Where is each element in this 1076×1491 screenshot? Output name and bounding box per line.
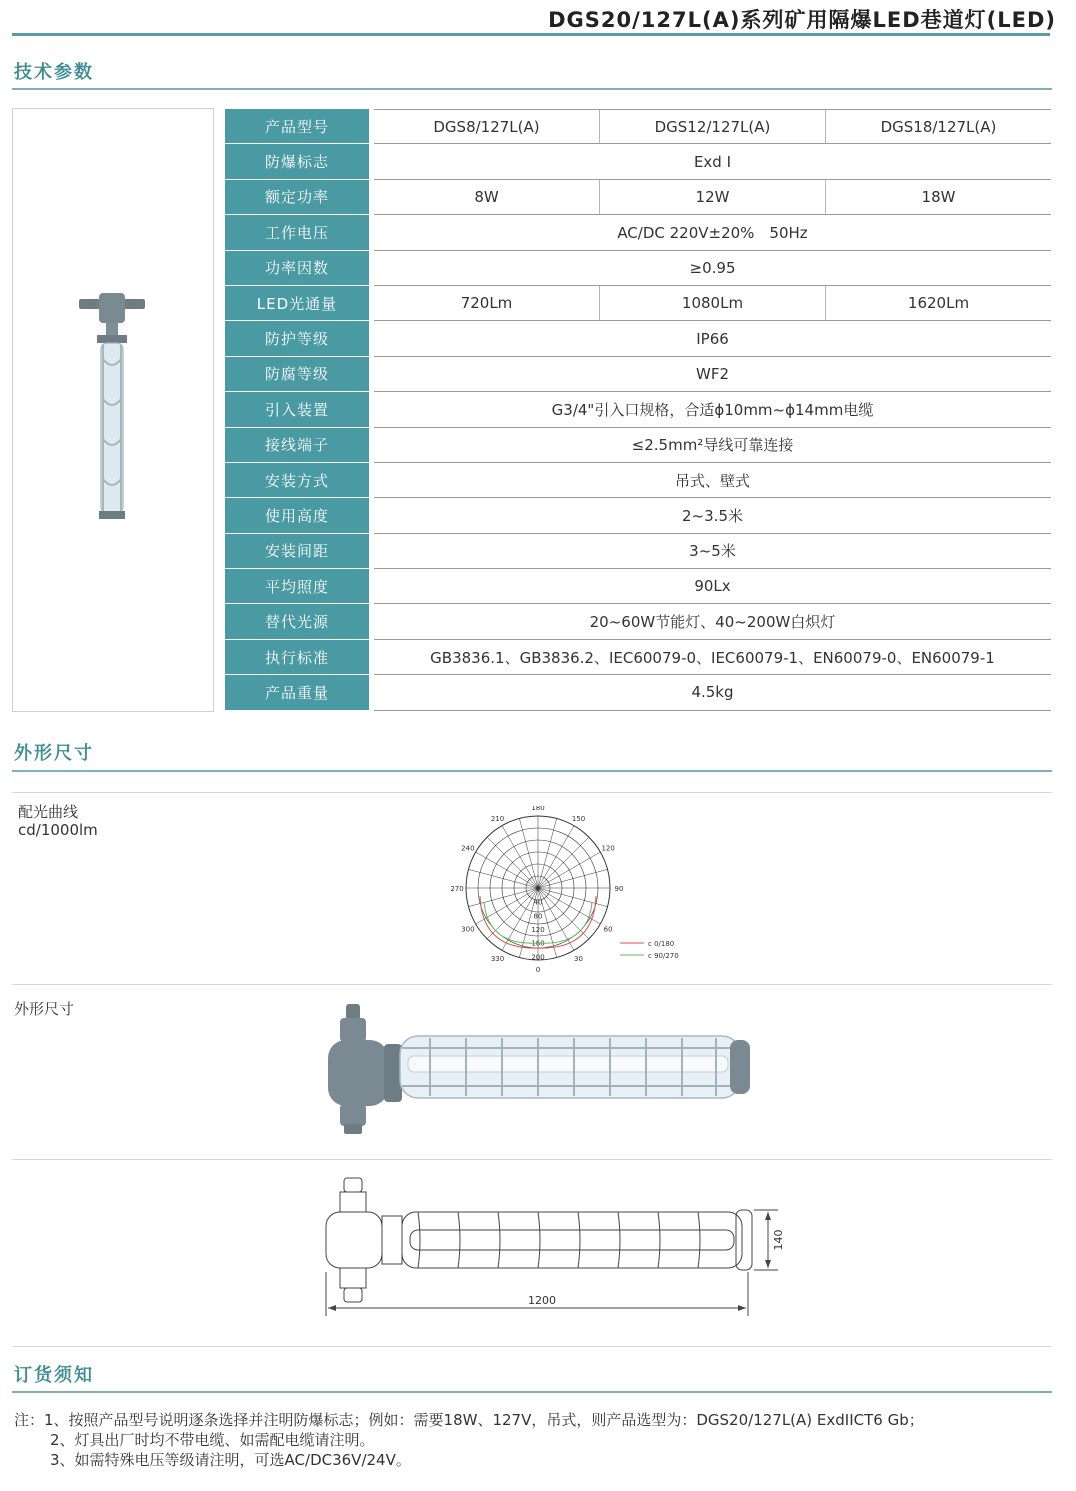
polar-angle-label: 60 [603,925,613,934]
product-photo-box [12,108,214,712]
polar-angle-label: 120 [601,844,615,853]
spec-values [374,357,1051,392]
spec-row [225,675,1051,710]
legend-label: c 0/180 [648,940,675,948]
spec-row [225,463,1051,498]
spec-cell: WF2 [695,364,729,383]
spec-label: 产品型号 [225,109,369,144]
spec-cell: 12W [600,180,826,214]
spec-cell: 1620Lm [907,294,970,313]
spec-row [225,251,1051,286]
polar-angle-label: 330 [490,955,505,964]
polar-angle-label: 30 [574,955,583,964]
spec-label: 产品重量 [225,675,369,710]
polar-angle-label: 210 [490,814,505,823]
spec-cell: 18W [921,187,956,206]
spec-values [374,392,1051,427]
spec-cell: 90Lx [694,577,731,596]
polar-spoke [538,837,589,888]
polar-chart-label: 配光曲线 [18,803,79,821]
spec-label: 使用高度 [225,498,369,533]
polar-spoke [487,837,538,888]
spec-label: 执行标准 [225,640,369,675]
spec-values [374,321,1051,356]
note-line: 2、灯具出厂时均不带电缆、如需配电缆请注明。 [50,1431,375,1449]
spec-row [225,144,1051,179]
spec-label: 防爆标志 [225,144,369,179]
spec-label: 安装间距 [225,534,369,569]
spec-label: 防护等级 [225,321,369,356]
polar-chart [448,806,708,976]
spec-cell: G3/4"引入口规格，合适ϕ10mm~ϕ14mm电缆 [551,400,874,419]
polar-spoke [476,852,538,888]
section-rule-ordering [12,1391,1052,1393]
spec-row [225,180,1051,215]
polar-angle-label: 300 [461,925,475,934]
product-photo [13,109,213,711]
spec-row [225,109,1051,144]
spec-values [374,109,1051,144]
spec-table [225,109,1051,711]
spec-values [374,428,1051,463]
spec-row [225,534,1051,569]
section-title-tech: 技术参数 [14,62,94,83]
spec-cell: 1080Lm [600,286,826,320]
spec-cell: DGS18/127L(A) [880,117,997,136]
divider [12,1159,1052,1160]
polar-spoke [538,826,574,888]
polar-angle-label: 180 [531,806,545,812]
lamp-photo-horizontal [320,1000,760,1140]
spec-row [225,640,1051,675]
spec-values [374,215,1051,250]
polar-spoke [502,826,538,888]
divider [12,984,1052,985]
spec-cell: 4.5kg [691,683,734,702]
polar-spoke [476,888,538,924]
polar-chart-svg [448,806,708,976]
spec-cell: IP66 [696,329,729,348]
spec-cell: ≤2.5mm²导线可靠连接 [631,436,794,455]
spec-values [374,180,1051,215]
polar-radial-label: 80 [533,912,543,921]
polar-radial-label: 160 [531,939,545,948]
polar-chart-unit: cd/1000lm [18,821,98,839]
spec-label: 引入装置 [225,392,369,427]
section-rule-dimensions [12,770,1052,772]
section-title-dimensions: 外形尺寸 [14,743,94,764]
spec-row [225,215,1051,250]
polar-radial-label: 120 [531,926,545,935]
dimension-height: 140 [772,1229,785,1251]
outline-label: 外形尺寸 [14,1000,75,1018]
spec-values [374,144,1051,179]
spec-row [225,321,1051,356]
polar-angle-label: 240 [461,844,475,853]
note-line: 注：1、按照产品型号说明逐条选择并注明防爆标志；例如：需要18W、127V，吊式，则产品选型为：DGS20/127L(A) ExdIICT6 Gb； [14,1411,924,1429]
title-rule [12,33,1050,36]
spec-label: 替代光源 [225,604,369,639]
spec-label: 功率因数 [225,251,369,286]
legend-label: c 90/270 [648,952,679,960]
polar-spoke [538,888,600,924]
polar-radial-label: 200 [531,953,545,962]
spec-cell: 8W [374,180,600,214]
spec-row [225,286,1051,321]
spec-values [374,251,1051,286]
polar-angle-label: 150 [571,814,586,823]
spec-cell: 720Lm [374,286,600,320]
spec-values [374,675,1051,710]
divider [12,1346,1052,1347]
spec-cell: DGS12/127L(A) [600,110,826,143]
spec-values [374,604,1051,639]
spec-label: 安装方式 [225,463,369,498]
outline-drawing [318,1172,798,1322]
spec-label: 平均照度 [225,569,369,604]
spec-label: 工作电压 [225,215,369,250]
section-rule-tech [12,88,1052,90]
dimension-length: 1200 [528,1294,556,1307]
note-line: 3、如需特殊电压等级请注明，可选AC/DC36V/24V。 [50,1451,411,1469]
polar-angle-label: 0 [535,966,541,974]
spec-row [225,569,1051,604]
spec-values [374,640,1051,675]
spec-row [225,428,1051,463]
spec-cell: 吊式、壁式 [674,471,750,490]
polar-angle-label: 270 [450,885,464,893]
spec-row [225,604,1051,639]
polar-angle-label: 90 [614,885,624,893]
spec-label: 防腐等级 [225,357,369,392]
spec-label: 接线端子 [225,428,369,463]
order-notes [14,1410,924,1470]
spec-row [225,357,1051,392]
polar-radial-label: 40 [533,898,543,907]
spec-cell: DGS8/127L(A) [374,110,600,143]
spec-values [374,569,1051,604]
polar-spoke [538,888,589,939]
divider [12,792,1052,793]
spec-label: 额定功率 [225,180,369,215]
spec-cell: AC/DC 220V±20% 50Hz [617,223,808,242]
spec-label: LED光通量 [225,286,369,321]
spec-cell: Exd I [693,152,732,171]
section-title-ordering: 订货须知 [14,1365,94,1386]
spec-values [374,498,1051,533]
polar-radial-label: 0 [535,885,541,893]
spec-values [374,286,1051,321]
spec-values [374,463,1051,498]
spec-values [374,534,1051,569]
spec-cell: GB3836.1、GB3836.2、IEC60079-0、IEC60079-1、EN60079-0、EN60079-1 [430,648,995,667]
document-title: DGS20/127L(A)系列矿用隔爆LED巷道灯(LED) [548,8,1056,32]
spec-cell: 20~60W节能灯、40~200W白炽灯 [589,613,836,632]
spec-row [225,498,1051,533]
polar-spoke [538,852,600,888]
spec-cell: 3~5米 [689,542,736,561]
spec-row [225,392,1051,427]
spec-cell: ≥0.95 [689,258,736,277]
spec-cell: 2~3.5米 [682,506,743,525]
